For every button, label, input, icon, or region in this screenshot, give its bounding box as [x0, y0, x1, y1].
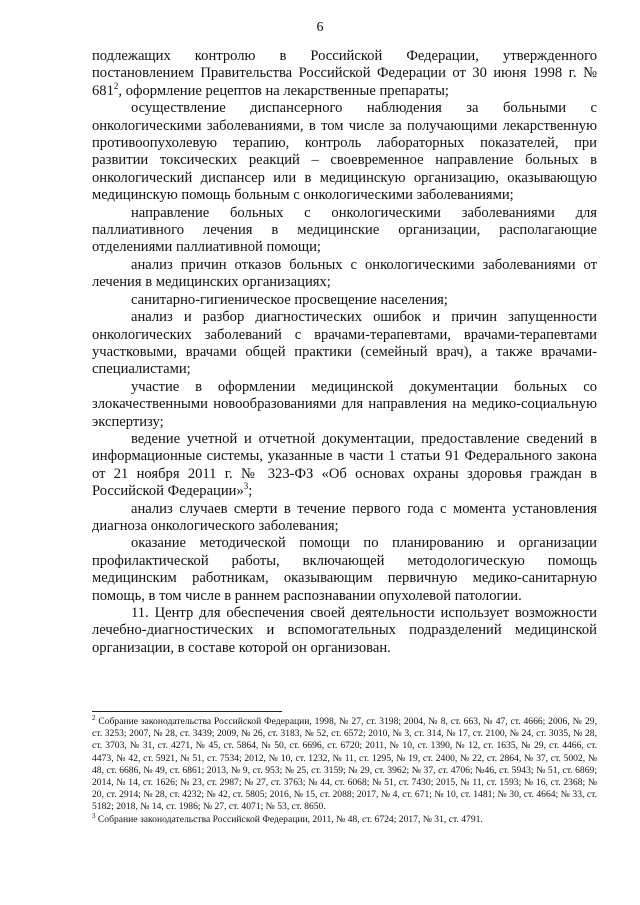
paragraph-continuation: [92, 48, 597, 100]
paragraph: [92, 431, 597, 501]
paragraph-text-tail: ;: [248, 483, 253, 500]
paragraph-text: ведение учетной и отчетной документации, предоставление сведений в информационные системы, указанные в части 1 статьи 91 Федерального закона от 21 ноября 2011 г. № 323-ФЗ «Об основах охраны здоровья граждан в Российской Федерации»: [92, 430, 597, 500]
paragraph: анализ и разбор диагностических ошибок и причин запущенности онкологических заболеваний с врачами-терапевтами, врачами-терапевтами участковыми, врачами общей практики (семейный врач), а также врачами-специалистами;: [92, 309, 597, 378]
footnote-text: Собрание законодательства Российской Федерации, 2011, № 48, ст. 6724; 2017, № 31, ст. 4791.: [95, 813, 483, 825]
footnotes: [92, 713, 597, 826]
paragraph-text: подлежащих контролю в Российской Федерации, утвержденного постановлением Правительства Российской Федерации от 30 июня 1998 г. № 681: [92, 48, 597, 99]
paragraph: осуществление диспансерного наблюдения за больными с онкологическими заболеваниями, в том числе за получающими лекарственную противоопухолевую терапию, контроль лабораторных показателей, при развитии токсических реакций – своевременное направление больных в онкологический диспансер или в медицинскую организацию, оказывающую медицинскую помощь больным с онкологическими заболеваниями;: [92, 100, 597, 204]
paragraph: санитарно-гигиеническое просвещение населения;: [131, 291, 448, 308]
footnote-reference[interactable]: 2: [113, 80, 119, 91]
paragraph-section-11: 11. Центр для обеспечения своей деятельности использует возможности лечебно-диагностических и вспомогательных подразделений медицинской организации, в составе которой он организован.: [92, 605, 597, 656]
footnote-mark: 2: [92, 713, 96, 722]
footnote-reference[interactable]: 3: [243, 481, 249, 492]
page-number: 6: [316, 20, 324, 35]
paragraph: анализ случаев смерти в течение первого года с момента установления диагноза онкологического заболевания;: [92, 500, 597, 534]
paragraph: оказание методической помощи по планированию и организации профилактической работы, включающей методологическую помощь медицинским работникам, оказывающим первичную медико-санитарную помощь, в том числе в раннем распознавании опухолевой патологии.: [92, 535, 597, 604]
footnote-divider: [92, 711, 282, 712]
footnote-2: [92, 713, 597, 814]
paragraph: анализ причин отказов больных с онкологическими заболеваниями от лечения в медицинских организациях;: [92, 256, 597, 291]
footnote-text: Собрание законодательства Российской Федерации, 1998, № 27, ст. 3198; 2004, № 8, ст. 663, № 47, ст. 4666; 2006, № 29, ст. 3253; 2007, № 28, ст. 3439; 2009, № 26, ст. 3183, № 52, ст. 6572; 2010, № 3, ст. 314, № 17, ст. 2100, № 24, ст. 3035, № 28, ст. 3703, № 31, ст. 4271, № 45, ст. 5864, № 50, ст. 6696, ст. 6720; 2011, № 10, ст. 1390, № 12, ст. 1635, № 29, ст. 4466, ст. 4473, № 42, ст. 5921, № 51, ст. 7534; 2012, № 10, ст. 1232, № 11, ст. 1295, № 19, ст. 2400, № 22, ст. 2864, № 37, ст. 5002, № 48, ст. 6686, № 49, ст. 6861; 2013, № 9, ст. 953; № 25, ст. 3159; № 29, ст. 3962; № 37, ст. 4706; №46, ст. 5943; № 51, ст. 6869; 2014, № 14, ст. 1626; № 23, ст. 2987; № 27, ст. 3763; № 44, ст. 6068; № 51, ст. 7430; 2015, № 11, ст. 1593; № 16, ст. 2368; № 20, ст. 2914; № 28, ст. 4232; № 42, ст. 5805; 2016, № 15, ст. 2088; 2017, № 4, ст. 671; № 10, ст. 1481; № 30, ст. 4664; № 33, ст. 5182; 2018, № 14, ст. 1986; № 27, ст. 4071; № 53, ст. 8650.: [92, 716, 597, 813]
footnote-3: [92, 811, 597, 826]
paragraph: участие в оформлении медицинской документации больных со злокачественными новообразованиями для направления на медико-социальную экспертизу;: [92, 378, 597, 430]
paragraph-text-tail: , оформление рецептов на лекарственные препараты;: [118, 82, 449, 99]
paragraph: направление больных с онкологическими заболеваниями для паллиативного лечения в медицинские организации, располагающие отделениями паллиативной помощи;: [92, 204, 597, 256]
footnote-mark: 3: [92, 811, 96, 820]
document-body: [92, 48, 597, 657]
